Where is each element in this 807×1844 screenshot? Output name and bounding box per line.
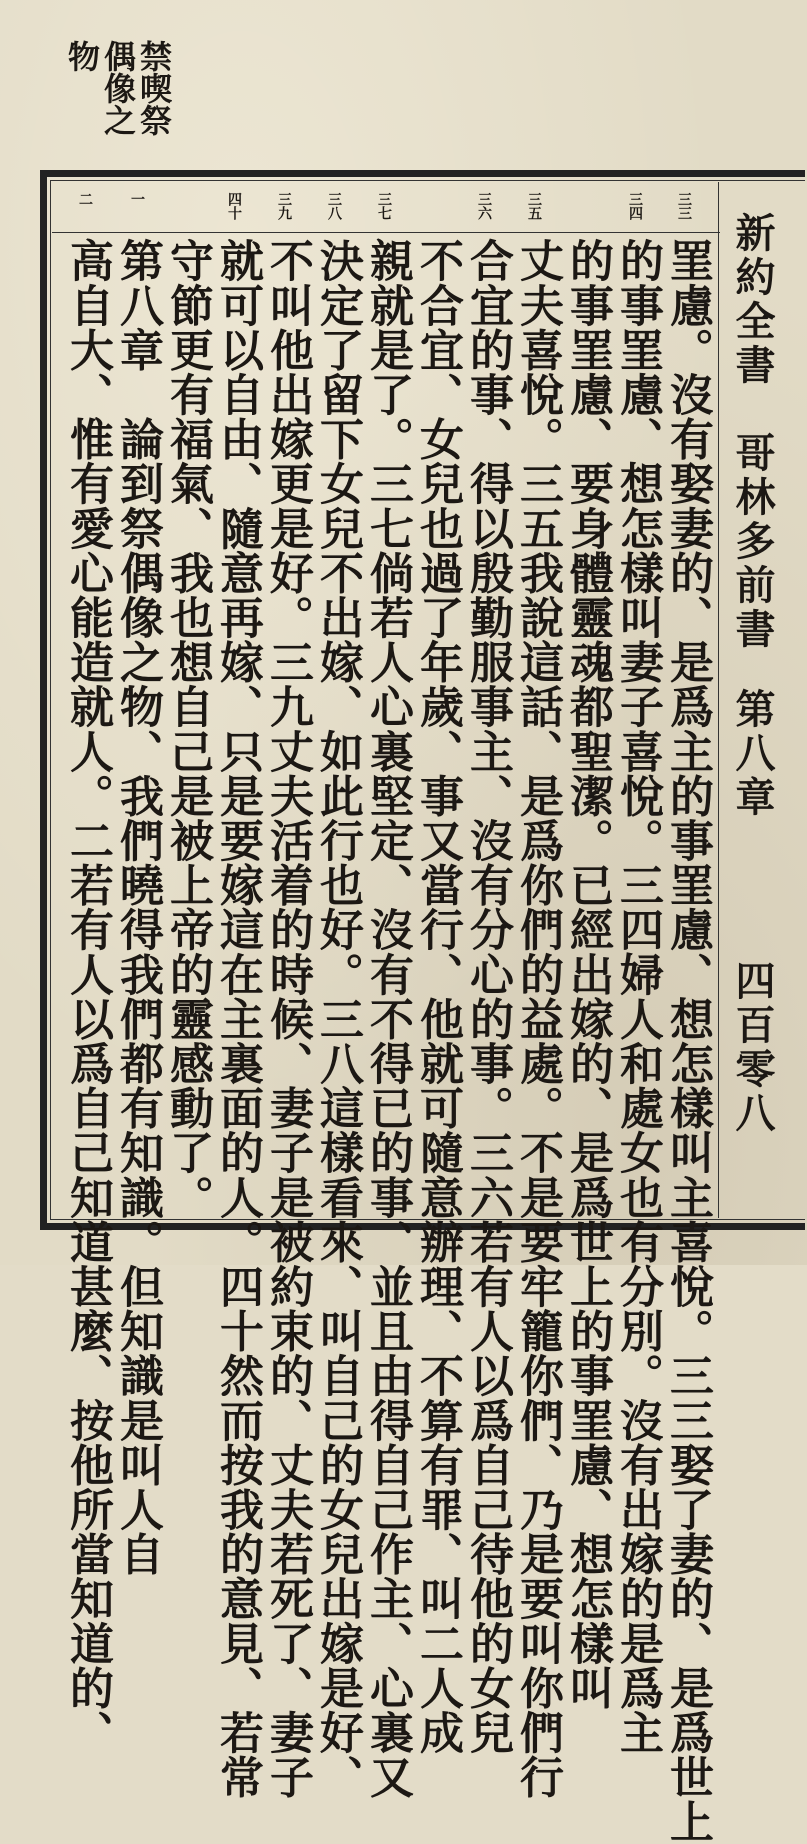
verse-number: 三三 (676, 192, 692, 220)
verse-number-divider (52, 232, 720, 233)
book-title: 新約全書 (729, 212, 776, 388)
epistle-title: 哥林多前書 (729, 432, 776, 652)
text-column: 合宜的事、得以殷勤服事主、沒有分心的事。三六若有人以爲自己待他的女兒 (462, 238, 513, 1755)
verse-number: 三四 (627, 192, 643, 220)
text-column: 丈夫喜悅。三五我說這話、是爲你們的益處。不是要牢籠你們、乃是要叫你們行 (512, 238, 563, 1799)
page-number: 四百零八 (729, 960, 776, 1136)
text-column: 決定了留下女兒不出嫁、如此行也好。三八這樣看來、叫自己的女兒出嫁是好、 (312, 238, 363, 1799)
text-column: 高自大、惟有愛心能造就人。二若有人以爲自己知道甚麼、按他所當知道的、 (62, 238, 113, 1755)
margin-note-line: 禁喫祭 (135, 40, 173, 136)
text-column: 不合宜、女兒也過了年歲、事又當行、他就可隨意辦理、不算有罪、叫二人成 (412, 238, 463, 1755)
text-column: 第八章 論到祭偶像之物、我們曉得我們都有知識。但知識是叫人自 (112, 238, 163, 1576)
header-divider (718, 182, 719, 1218)
verse-number: 三七 (376, 192, 392, 220)
verse-number: 三九 (276, 192, 292, 220)
text-column: 不叫他出嫁更是好。三九丈夫活着的時候、妻子是被約束的、丈夫若死了、妻子 (262, 238, 313, 1799)
text-body (60, 238, 713, 1844)
chapter-title: 第八章 (729, 688, 776, 820)
text-column: 守節更有福氣、我也想自己是被上帝的靈感動了。 (162, 238, 213, 1220)
text-column: 親就是了。三七倘若人心裏堅定、沒有不得已的事、並且由得自己作主、心裏又 (362, 238, 413, 1799)
margin-note-line: 物 (63, 40, 101, 72)
text-column: 的事罣慮、要身體靈魂都聖潔。已經出嫁的、是爲世上的事罣慮、想怎樣叫 (562, 238, 613, 1710)
margin-note (60, 40, 173, 170)
verse-number: 三八 (326, 192, 342, 220)
verse-number: 三六 (476, 192, 492, 220)
running-header (722, 190, 782, 1210)
verse-number: 二 (77, 192, 93, 206)
verse-number: 四十 (226, 192, 242, 220)
verse-number: 三五 (526, 192, 542, 220)
text-column: 罣慮。沒有娶妻的、是爲主的事罣慮、想怎樣叫主喜悅。三三娶了妻的、是爲世上 (662, 238, 713, 1844)
text-column: 的事罣慮、想怎樣叫妻子喜悅。三四婦人和處女也有分別。沒有出嫁的是爲主 (612, 238, 663, 1755)
text-column: 就可以自由、隨意再嫁、只是要嫁這在主裏面的人。四十然而按我的意見、若常 (212, 238, 263, 1799)
verse-number: 一 (129, 192, 145, 206)
margin-note-line: 偶像之 (99, 40, 137, 136)
